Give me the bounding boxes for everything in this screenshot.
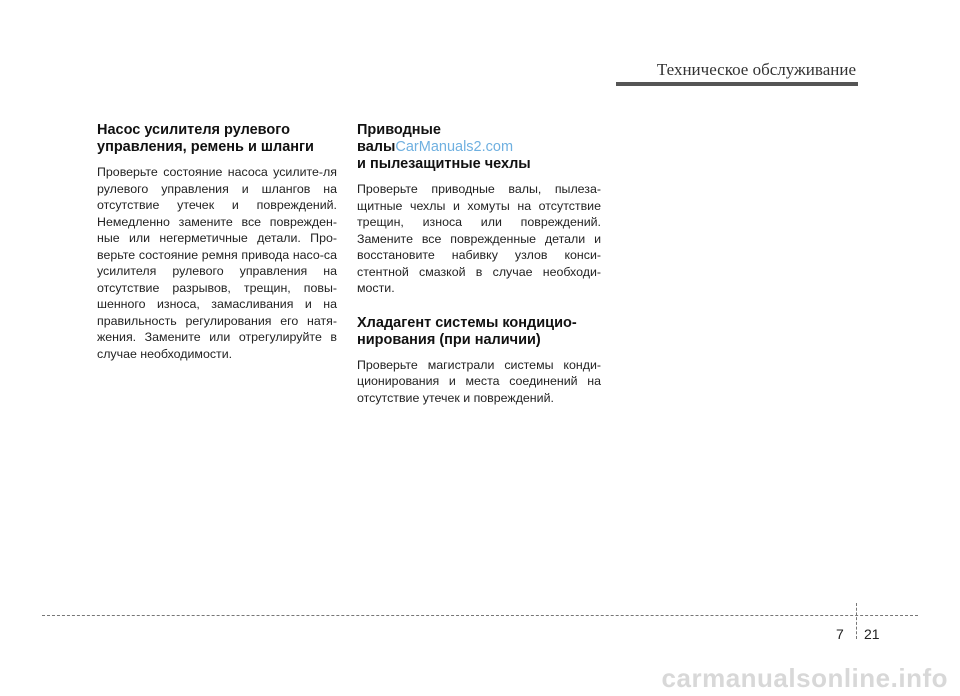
page-number-divider <box>856 603 857 639</box>
page-number: 21 <box>864 626 880 642</box>
section-drive-shafts <box>357 122 601 297</box>
section-body: Проверьте состояние насоса усилите-ля рулевого управления и шлангов на отсутствие утечек и повреждений. Немедленно замените все поврежден-ные или негерметичные детали. Про-верьте состояние ремня привода насо-са усилителя рулевого управления на отсутствие разрывов, трещин, повы-шенного износа, замасливания и на правильность регулирования его натя-жения. Замените или отрегулируйте в случае необходимости. <box>97 165 337 361</box>
heading-line-1: Насос усилителя рулевого <box>97 122 290 138</box>
heading-line-2: управления, ремень и шланги <box>97 139 314 155</box>
section-ac-refrigerant <box>357 315 601 407</box>
header-rule <box>616 82 858 86</box>
section-heading <box>357 315 601 349</box>
page-header-title: Техническое обслуживание <box>656 60 856 79</box>
middle-column <box>357 122 601 406</box>
inline-watermark: CarManuals2.com <box>395 139 514 155</box>
left-column <box>97 122 337 362</box>
section-body: Проверьте приводные валы, пылеза-щитные чехлы и хомуты на отсутствие трещин, износа или повреждений. Замените все поврежденные детали и восстановите набивку узлов конси-стентной смазкой в случае необходи-мости. <box>357 182 601 295</box>
heading-line-2: нирования (при наличии) <box>357 331 541 348</box>
heading-line-1: Хладагент системы кондицио- <box>357 314 577 331</box>
heading-line-2: и пылезащитные чехлы <box>357 156 531 172</box>
chapter-number: 7 <box>836 626 844 642</box>
footer-divider <box>42 615 918 616</box>
footer-watermark: carmanualsonline.info <box>661 663 948 693</box>
section-heading <box>357 122 601 173</box>
section-body: Проверьте магистрали системы конди-ционирования и места соединений на отсутствие утечек и повреждений. <box>357 357 601 405</box>
section-power-steering <box>97 122 337 362</box>
section-heading <box>97 122 337 156</box>
heading-line-1: Приводные валы <box>357 122 441 155</box>
